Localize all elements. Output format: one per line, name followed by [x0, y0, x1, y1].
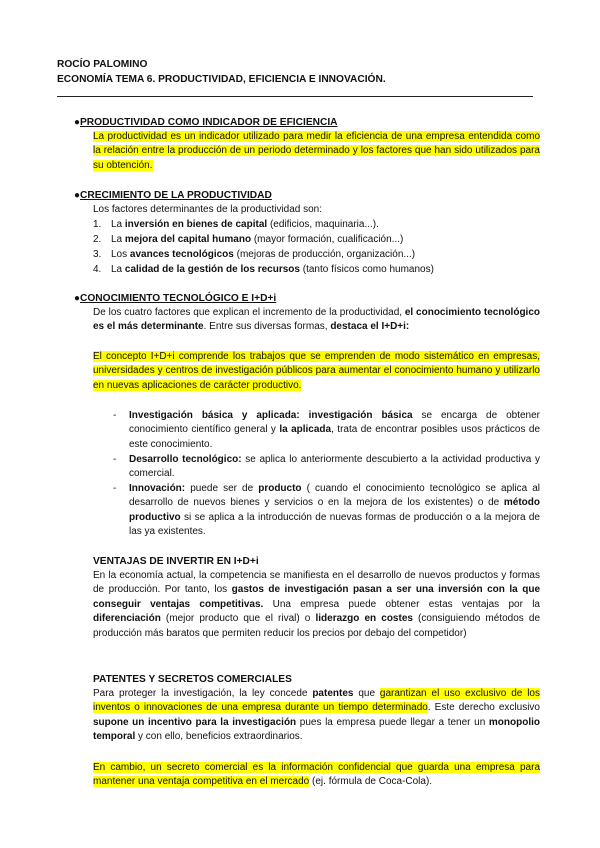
patentes-paragraph: Para proteger la investigación, la ley concede patentes que garantizan el uso exclusivo de los inventos o innovaciones de una empresa durante un tiempo determinado. Este derecho exclusivo supone un incentivo para la investigación pues la empresa puede llegar a tener un monopolio temporal y con ello, beneficios extraordinarios. — [93, 688, 540, 743]
bullet-icon: ● — [74, 117, 81, 128]
investigacion-item: Investigación básica y aplicada: investigación básica se encarga de obtener conocimiento científico general y la aplicada, trata de encontrar posibles usos prácticos de este conocimiento. — [129, 410, 541, 450]
header-divider — [57, 96, 533, 97]
dash-bullet: - — [113, 483, 117, 494]
bullet-icon: ● — [74, 190, 81, 201]
list-item: La inversión en bienes de capital (edificios, maquinaria...). — [111, 219, 379, 230]
list-number: 3. — [93, 249, 102, 260]
section-title-patentes: PATENTES Y SECRETOS COMERCIALES — [93, 674, 292, 685]
secreto-comercial-paragraph: En cambio, un secreto comercial es la información confidencial que guarda una empresa para mantener una ventaja competitiva en el mercado (ej. fórmula de Coca-Cola). — [93, 762, 540, 788]
list-number: 1. — [93, 219, 102, 230]
bullet-icon: ● — [74, 293, 81, 304]
idi-definition: El concepto I+D+i comprende los trabajos que se emprenden de modo sistemático en empresas, universidades y centros de investigación públicos para aumentar el conocimiento humano y utilizarlo en nuevas aplicaciones de carácter productivo. — [93, 351, 540, 391]
dash-bullet: - — [113, 410, 117, 421]
author-name: ROCÍO PALOMINO — [57, 59, 148, 70]
list-item: La mejora del capital humano (mayor formación, cualificación...) — [111, 234, 404, 245]
desarrollo-item: Desarrollo tecnológico: se aplica lo anteriormente descubierto a la actividad productiva y comercial. — [129, 454, 541, 480]
productividad-definition: La productividad es un indicador utilizado para medir la eficiencia de una empresa entendida como la relación entre la producción de un periodo determinado y los factores que han sido utilizados para su obtención. — [93, 131, 540, 171]
section-title-conocimiento — [74, 292, 277, 306]
factors-intro: Los factores determinantes de la productividad son: — [93, 204, 323, 215]
innovacion-item: Innovación: puede ser de producto ( cuando el conocimiento tecnológico se aplica al desarrollo de nuevos bienes y servicios o en la mejora de los existentes) o de método productivo si se aplica a la introducción de nuevas formas de producción o a la mejora de las ya existentes. — [129, 483, 540, 538]
section-title-text: CONOCIMIENTO TECNOLÓGICO E I+D+i — [80, 293, 277, 304]
section-title-crecimiento — [74, 189, 272, 203]
list-item: La calidad de la gestión de los recursos (tanto físicos como humanos) — [111, 264, 434, 275]
document-header — [57, 57, 386, 87]
list-item: Los avances tecnológicos (mejoras de producción, organización...) — [111, 249, 416, 260]
conocimiento-paragraph: De los cuatro factores que explican el incremento de la productividad, el conocimiento tecnológico es el más determinante. Entre sus diversas formas, destaca el I+D+i: — [93, 307, 540, 333]
list-number: 2. — [93, 234, 102, 245]
document-title: ECONOMÍA TEMA 6. PRODUCTIVIDAD, EFICIENCIA E INNOVACIÓN. — [57, 74, 386, 85]
section-title-productividad — [74, 116, 338, 130]
section-title-text: CRECIMIENTO DE LA PRODUCTIVIDAD — [80, 190, 272, 201]
section-title-ventajas: VENTAJAS DE INVERTIR EN I+D+i — [93, 556, 259, 567]
ventajas-paragraph: En la economía actual, la competencia se manifiesta en el desarrollo de nuevos productos y formas de producción. Por tanto, los gastos de investigación pasan a ser una inversión con la que conseguir ventajas competitivas. Una empresa puede obtener estas ventajas por la diferenciación (mejor producto que el rival) o liderazgo en costes (consiguiendo métodos de producción más baratos que permiten reducir los precios por debajo del competidor) — [93, 570, 541, 639]
dash-bullet: - — [113, 454, 117, 465]
list-number: 4. — [93, 264, 102, 275]
section-title-text: PRODUCTIVIDAD COMO INDICADOR DE EFICIENCIA — [80, 117, 338, 128]
